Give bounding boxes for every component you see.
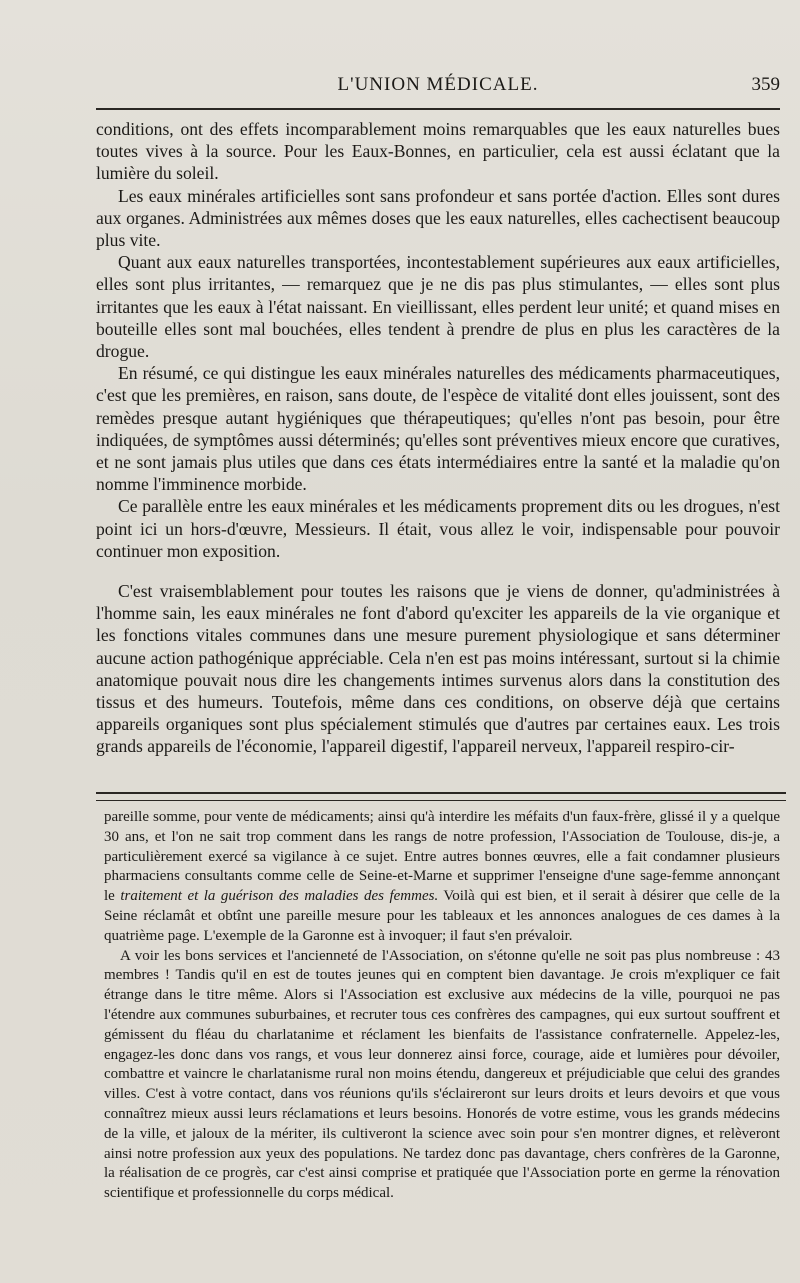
page-header xyxy=(96,74,780,100)
paragraph-2: Les eaux minérales artificielles sont sans profondeur et sans portée d'action. Elles sont dures aux organes. Administrées aux mêmes doses que les eaux naturelles, elles cachectisent beaucoup plus vite. xyxy=(96,185,780,251)
main-text xyxy=(96,118,780,758)
footnote-paragraph-1 xyxy=(104,808,780,947)
footnote-text-a: pareille somme, pour vente de médicaments; ainsi qu'à interdire les méfaits d'un faux-frère, glissé il y a quelque 30 ans, et l'on ne sait trop comment dans les rangs de notre profession, l'Association de Toulouse, dis-je, a particulièrement exercé sa vigilance à ce sujet. Entre autres bonnes œuvres, elle a fait condamner plusieurs pharmaciens consultants comme celle de Seine-et-Marne et supprimer l'enseigne d'une sage-femme annonçant le xyxy=(104,809,780,905)
header-rule xyxy=(96,108,780,110)
paragraph-1: conditions, ont des effets incomparablement moins remarquables que les eaux naturelles bues toutes vives à la source. Pour les Eaux-Bonnes, en particulier, cela est aussi éclatant que la lumière du soleil. xyxy=(96,119,780,184)
page-number: 359 xyxy=(751,74,780,95)
paragraph-6: C'est vraisemblablement pour toutes les raisons que je viens de donner, qu'administrées à l'homme sain, les eaux minérales ne font d'abord qu'exciter les appareils de la vie organique et les fonctions vitales communes dans une mesure purement physiologique et sans déterminer aucune action pathogénique appréciable. Cela n'en est pas moins intéressant, surtout si la chimie anatomique pouvait nous dire les changements intimes survenus alors dans la constitution des tissus et des humeurs. Toutefois, même dans ces conditions, on observe déjà que certains appareils organiques sont plus spécialement stimulés que d'autres par certaines eaux. Les trois grands appareils de l'économie, l'appareil digestif, l'appareil nerveux, l'appareil respiro-cir- xyxy=(96,581,780,757)
footnote-italic: traitement et la guérison des maladies des femmes. xyxy=(120,888,439,905)
section-gap xyxy=(96,562,780,580)
footnote-text-b: Voilà qui est bien, et il serait à désirer que celle de la Seine réclamât et obtînt une pareille mesure pour les tableaux et les annonces analogues de ces dames à la quatrième page. L'exemple de la Garonne est à invoquer; il faut s'en prévaloir. xyxy=(104,888,780,944)
running-title: L'UNION MÉDICALE. xyxy=(337,74,539,95)
footnote xyxy=(104,808,780,1204)
paragraph-4: En résumé, ce qui distingue les eaux minérales naturelles des médicaments pharmaceutiques, c'est que les premières, en raison, sans doute, de l'espèce de vitalité dont elles jouissent, sont des remèdes presque autant hygiéniques que thérapeutiques; qu'elles n'ont pas besoin, pour être indiquées, de symptômes aussi déterminés; qu'elles sont préventives mieux encore que curatives, et ne sont jamais plus utiles que dans ces états intermédiaires entre la santé et la maladie qu'on nomme l'imminence morbide. xyxy=(96,363,780,495)
paragraph-3: Quant aux eaux naturelles transportées, incontestablement supérieures aux eaux artificielles, elles sont plus irritantes, — remarquez que je ne dis pas plus stimulantes, — elles sont plus irritantes que les eaux à l'état naissant. En vieillissant, elles perdent leur unité; et quand mises en bouteille elles sont mal bouchées, elles tendent à prendre de plus en plus les caractères de la drogue. xyxy=(96,252,780,362)
footnote-paragraph-2: A voir les bons services et l'ancienneté de l'Association, on s'étonne qu'elle ne soit pas plus nombreuse : 43 membres ! Tandis qu'il en est de toutes jeunes qui en comptent bien davantage. Je crois m'expliquer ce fait étrange dans le titre même. Alors si l'Association est exclusive aux médecins de la ville, pourquoi ne pas l'étendre aux communes suburbaines, et recruter tous ces confrères des campagnes, qui eux surtout souffrent et gémissent du fléau du charlatanime et réclament les bienfaits de l'assistance confraternelle. Appelez-les, engagez-les donc dans vos rangs, et vous leur donnerez ainsi force, courage, aide et lumières pour dévoiler, combattre et vaincre le charlatanisme rural non moins étendu, dangereux et préjudiciable que celui des grandes villes. C'est à votre contact, dans vos réunions qu'ils s'éclaireront sur leurs droits et leurs devoirs et que vous connaîtrez mieux aussi leurs réclamations et leurs besoins. Honorés de votre estime, vous les grands médecins de la ville, et jaloux de la mériter, ils cultiveront la science avec soin pour s'en montrer dignes, et relèveront ainsi notre profession aux yeux des populations. Ne tardez donc pas davantage, chers confrères de la Garonne, la réalisation de ce progrès, car c'est ainsi comprise et pratiquée que l'Association porte en germe la rénovation scientifique et professionnelle du corps médical. xyxy=(104,947,780,1202)
paragraph-5: Ce parallèle entre les eaux minérales et les médicaments proprement dits ou les drogues, n'est point ici un hors-d'œuvre, Messieurs. Il était, vous allez le voir, indispensable pour pouvoir continuer mon exposition. xyxy=(96,496,780,561)
footnote-rule xyxy=(96,792,786,801)
